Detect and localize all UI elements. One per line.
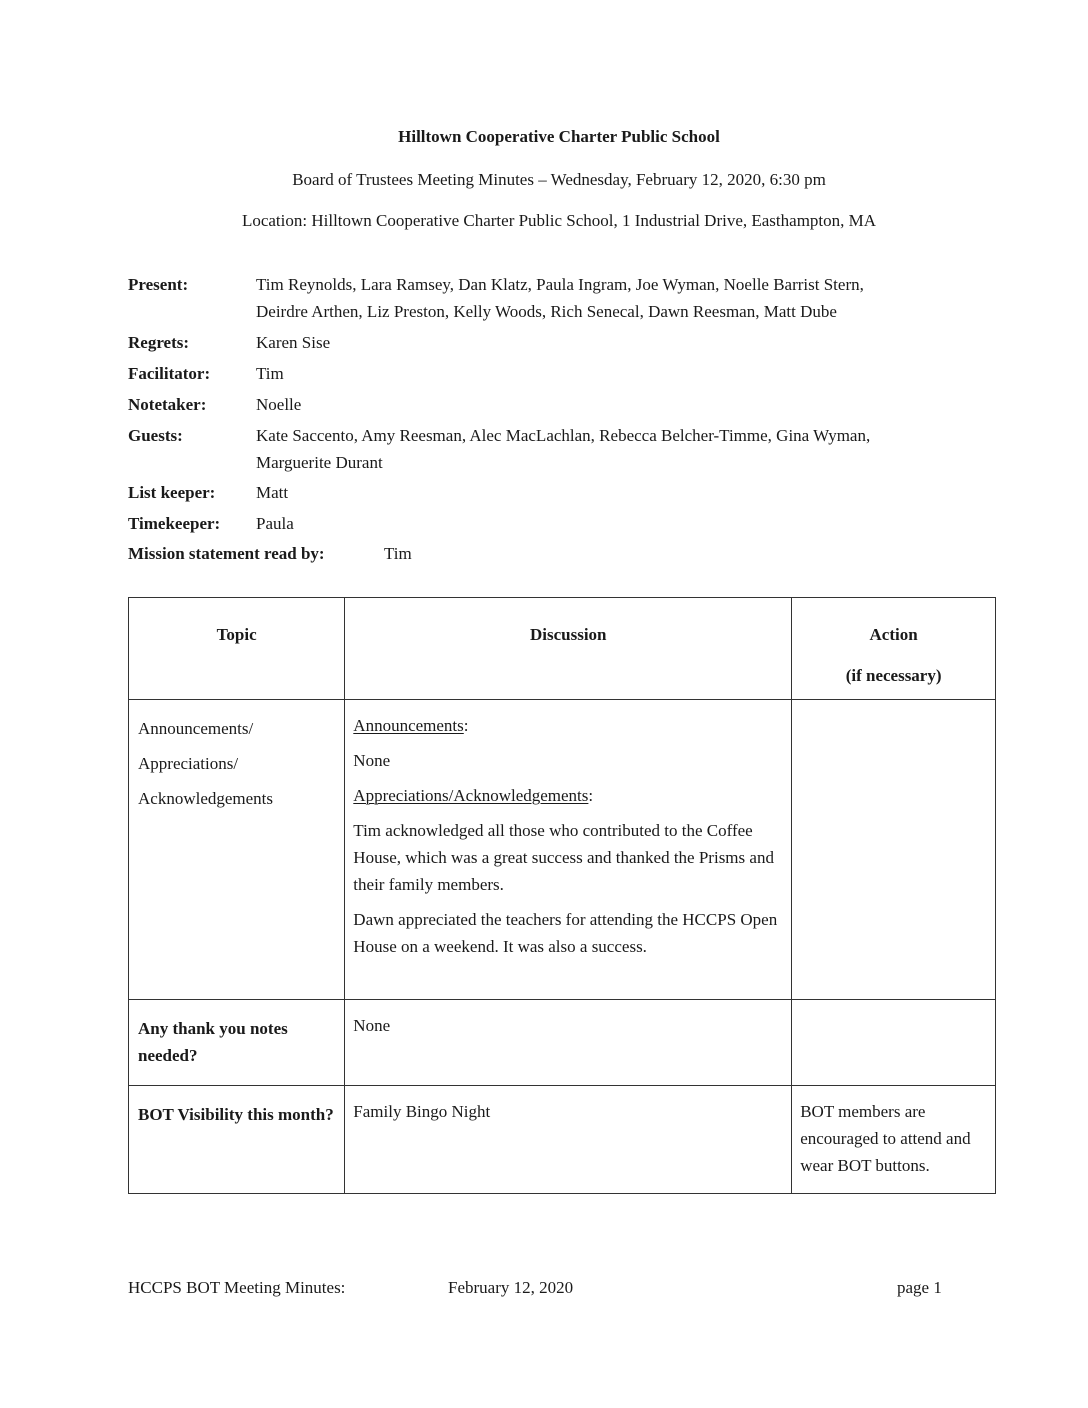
- facilitator-value: Tim: [256, 364, 284, 383]
- timekeeper-value: Paula: [256, 514, 294, 533]
- minutes-table: [128, 597, 996, 1194]
- discussion-cell: Family Bingo Night: [345, 1086, 792, 1194]
- guests-value: [256, 422, 996, 476]
- footer-page-number: page 1: [897, 1278, 942, 1297]
- header-action: [792, 598, 996, 700]
- announcements-text: None: [353, 751, 391, 770]
- present-label: Present:: [128, 275, 189, 294]
- header-discussion: Discussion: [345, 598, 792, 700]
- regrets-label: Regrets:: [128, 333, 190, 352]
- topic-cell: BOT Visibility this month?: [129, 1086, 345, 1194]
- footer-date: February 12, 2020: [448, 1278, 574, 1297]
- listkeeper-label: List keeper:: [128, 483, 216, 502]
- mission-label: Mission statement read by:: [128, 544, 325, 563]
- discussion-cell: [345, 700, 792, 1000]
- topic-line: Announcements/: [138, 719, 254, 738]
- header-action-label: Action: [869, 625, 918, 644]
- table-row: [129, 700, 996, 1000]
- regrets-value: Karen Sise: [256, 333, 331, 352]
- action-cell: [792, 1000, 996, 1086]
- header-topic: Topic: [129, 598, 345, 700]
- topic-cell: [129, 700, 345, 1000]
- meeting-subtitle: Board of Trustees Meeting Minutes – Wednesday, February 12, 2020, 6:30 pm: [292, 170, 826, 189]
- discussion-cell: None: [345, 1000, 792, 1086]
- header-action-note: (if necessary): [845, 666, 942, 685]
- timekeeper-label: Timekeeper:: [128, 514, 221, 533]
- notetaker-value: Noelle: [256, 395, 302, 414]
- action-cell: [792, 700, 996, 1000]
- facilitator-label: Facilitator:: [128, 364, 211, 383]
- guests-line-2: Marguerite Durant: [256, 453, 383, 472]
- guests-line-1: Kate Saccento, Amy Reesman, Alec MacLachlan, Rebecca Belcher-Timme, Gina Wyman,: [256, 426, 871, 445]
- school-title: Hilltown Cooperative Charter Public School: [398, 127, 720, 146]
- present-value: [256, 271, 996, 325]
- topic-line: Acknowledgements: [138, 789, 274, 808]
- listkeeper-value: Matt: [256, 483, 289, 502]
- topic-cell: Any thank you notes needed?: [129, 1000, 345, 1086]
- appreciations-heading: Appreciations/Acknowledgements:: [353, 786, 594, 805]
- appreciation-paragraph: Tim acknowledged all those who contributed to the Coffee House, which was a great success and thanked the Prisms and their family members.: [353, 821, 774, 894]
- present-line-1: Tim Reynolds, Lara Ramsey, Dan Klatz, Paula Ingram, Joe Wyman, Noelle Barrist Stern,: [256, 275, 864, 294]
- guests-label: Guests:: [128, 426, 183, 445]
- action-cell: BOT members are encouraged to attend and wear BOT buttons.: [792, 1086, 996, 1194]
- appreciation-paragraph: Dawn appreciated the teachers for attending the HCCPS Open House on a weekend. It was also a success.: [353, 910, 778, 956]
- table-row: [129, 1000, 996, 1086]
- meeting-location: Location: Hilltown Cooperative Charter Public School, 1 Industrial Drive, Easthampton, MA: [241, 211, 877, 230]
- present-line-2: Deirdre Arthen, Liz Preston, Kelly Woods, Rich Senecal, Dawn Reesman, Matt Dube: [256, 302, 837, 321]
- announcements-heading: Announcements:: [353, 716, 469, 735]
- table-header-row: [129, 598, 996, 700]
- footer-doc-title: HCCPS BOT Meeting Minutes:: [128, 1278, 346, 1297]
- mission-value: Tim: [384, 544, 412, 563]
- topic-line: Appreciations/: [138, 754, 239, 773]
- table-row: [129, 1086, 996, 1194]
- notetaker-label: Notetaker:: [128, 395, 207, 414]
